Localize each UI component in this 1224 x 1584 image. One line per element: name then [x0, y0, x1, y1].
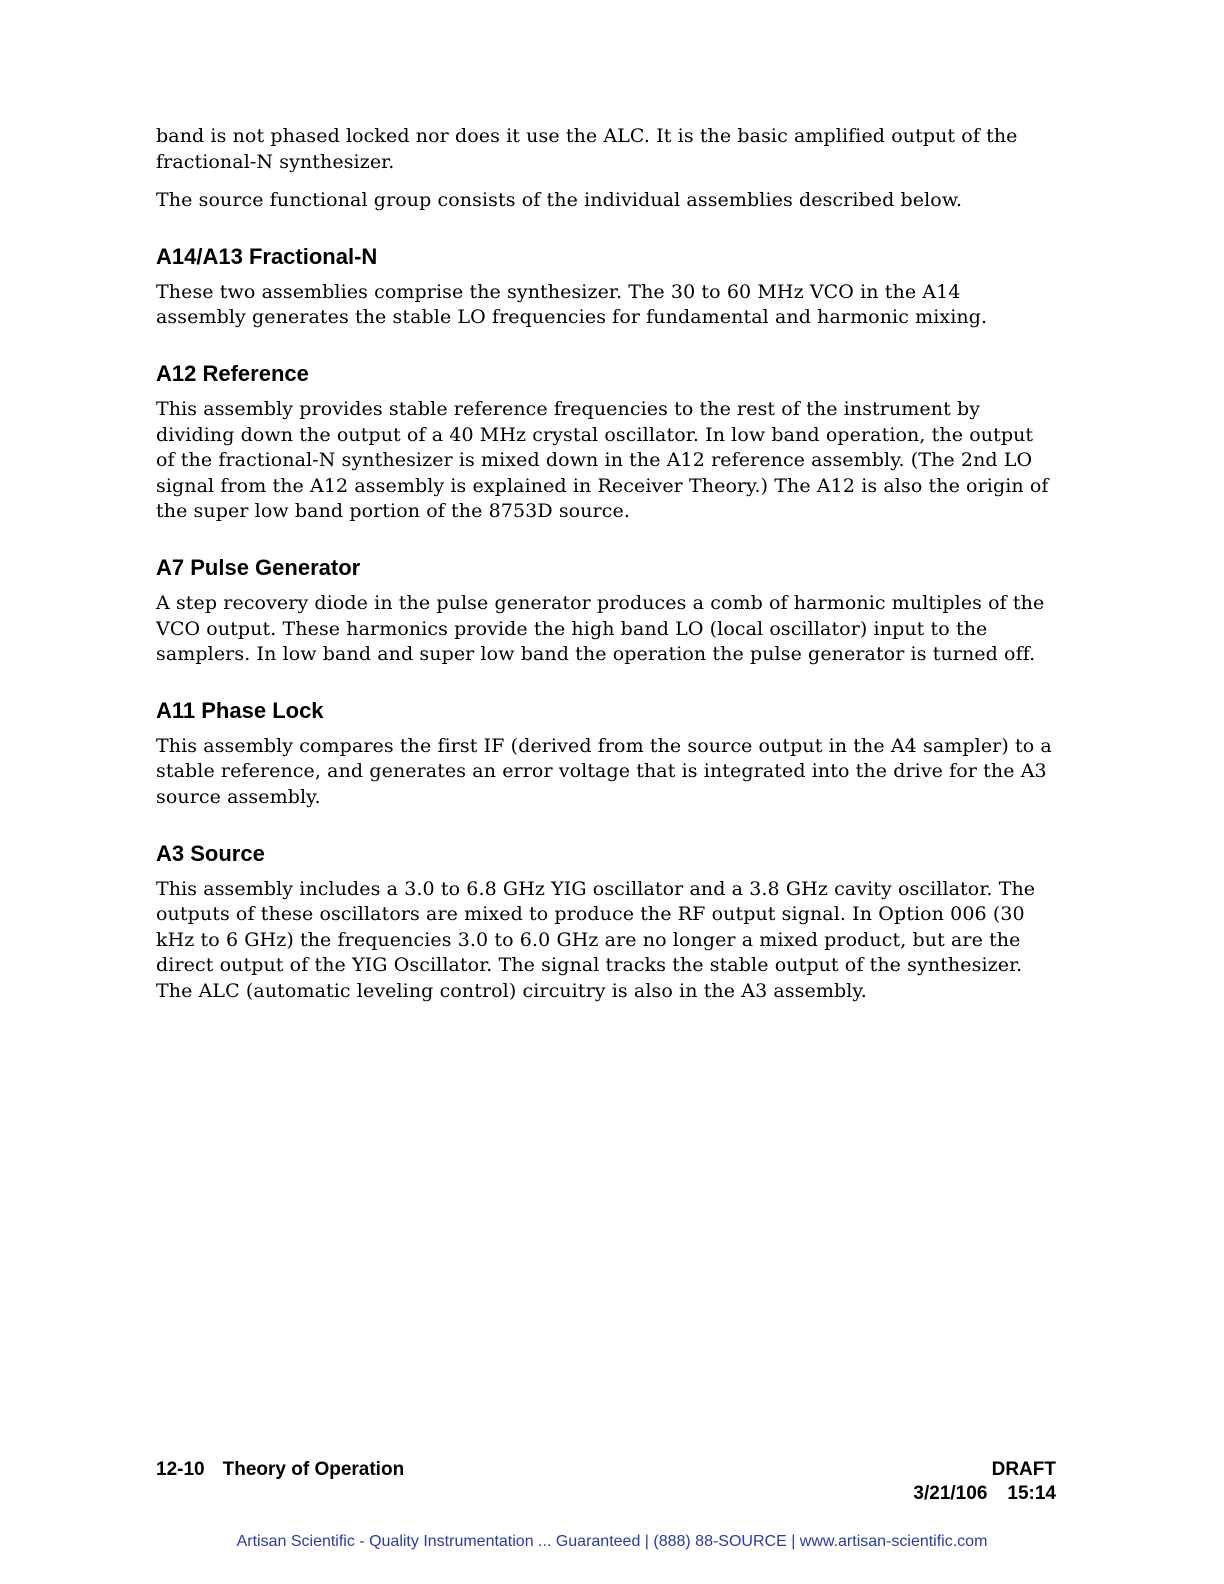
- section-heading: A7 Pulse Generator: [156, 554, 361, 580]
- section-paragraph: A step recovery diode in the pulse generator produces a comb of harmonic multiples of the VCO output. These harmonics provide the high band LO (local oscillator) input to the samplers. In low band and super low band the operation the pulse generator is turned off.: [156, 591, 1045, 666]
- footer-right: [913, 1458, 1056, 1506]
- draft-timestamp: [913, 1482, 1056, 1506]
- section-heading: A11 Phase Lock: [156, 697, 324, 723]
- page-number: 12-10: [156, 1459, 205, 1480]
- section-paragraph: These two assemblies comprise the synthesizer. The 30 to 60 MHz VCO in the A14 assembly generates the stable LO frequencies for fundamental and harmonic mixing.: [156, 280, 988, 329]
- section-heading: A12 Reference: [156, 360, 309, 386]
- footer-left: [156, 1458, 404, 1482]
- vendor-banner[interactable]: Artisan Scientific - Quality Instrumentation ... Guaranteed | (888) 88-SOURCE | www.artisan-scientific.com: [236, 1533, 988, 1550]
- draft-date: 3/21/106: [913, 1483, 988, 1504]
- draft-time: 15:14: [1007, 1483, 1056, 1504]
- intro-paragraph: band is not phased locked nor does it use the ALC. It is the basic amplified output of the fractional-N synthesizer.: [156, 125, 1018, 173]
- section-heading: A14/A13 Fractional-N: [156, 243, 378, 269]
- document-body: [156, 124, 1056, 1017]
- page-footer: [156, 1458, 1056, 1518]
- intro-paragraph: The source functional group consists of the individual assemblies described below.: [156, 189, 963, 212]
- section-paragraph: This assembly provides stable reference frequencies to the rest of the instrument by dividing down the output of a 40 MHz crystal oscillator. In low band operation, the output of the fractional-N synthesizer is mixed down in the A12 reference assembly. (The 2nd LO signal from the A12 assembly is explained in Receiver Theory.) The A12 is also the origin of the super low band portion of the 8753D source.: [156, 397, 1049, 523]
- section-paragraph: This assembly includes a 3.0 to 6.8 GHz YIG oscillator and a 3.8 GHz cavity oscillator. The outputs of these oscillators are mixed to produce the RF output signal. In Option 006 (30 kHz to 6 GHz) the frequencies 3.0 to 6.0 GHz are no longer a mixed product, but are the direct output of the YIG Oscillator. The signal tracks the stable output of the synthesizer. The ALC (automatic leveling control) circuitry is also in the A3 assembly.: [156, 877, 1036, 1002]
- section-paragraph: This assembly compares the first IF (derived from the source output in the A4 sampler) to a stable reference, and generates an error voltage that is integrated into the drive for the A3 source assembly.: [156, 734, 1052, 808]
- section-heading: A3 Source: [156, 840, 265, 866]
- chapter-title: Theory of Operation: [222, 1459, 405, 1480]
- draft-label: DRAFT: [991, 1459, 1056, 1480]
